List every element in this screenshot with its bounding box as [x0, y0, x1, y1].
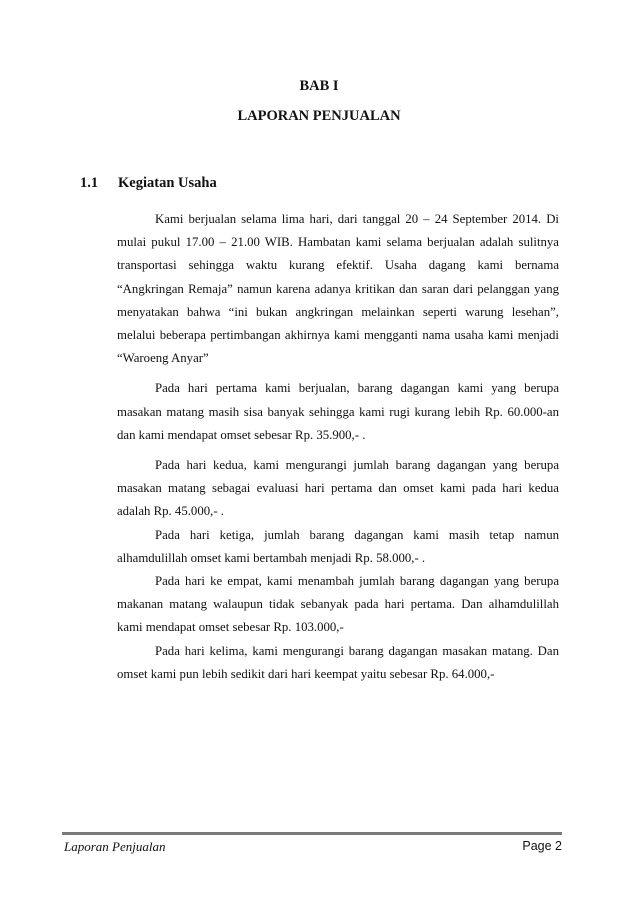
- paragraph-day-5: Pada hari kelima, kami mengurangi barang dagangan masakan matang. Dan omset kami pun lebih sedikit dari hari keempat yaitu sebesar Rp. 64.000,-: [117, 643, 559, 681]
- paragraph-day-3: Pada hari ketiga, jumlah barang dagangan kami masih tetap namun alhamdulillah omset kami bertambah menjadi Rp. 58.000,- .: [117, 527, 559, 565]
- paragraph-day-4: Pada hari ke empat, kami menambah jumlah barang dagangan yang berupa makanan matang walaupun tidak sebanyak pada hari pertama. Dan alhamdulillah kami mendapat omset sebesar Rp. 103.000,-: [117, 574, 559, 635]
- footer-document-title: Laporan Penjualan: [64, 839, 166, 854]
- section-body: [117, 208, 559, 686]
- paragraph-day-2: Pada hari kedua, kami mengurangi jumlah barang dagangan yang berupa masakan matang sebagai evaluasi hari pertama dan omset kami pada hari kedua adalah Rp. 45.000,- .: [117, 458, 559, 519]
- footer-divider: [62, 832, 562, 835]
- paragraph-intro: Kami berjualan selama lima hari, dari tanggal 20 – 24 September 2014. Di mulai pukul 17.00 – 21.00 WIB. Hambatan kami selama berjualan adalah sulitnya transportasi sehingga waktu kurang efektif. Usaha dagang kami bernama “Angkringan Remaja” namun karena adanya kritikan dan saran dari pelanggan yang menyatakan bahwa “ini bukan angkringan melainkan seperti warung lesehan”, melalui beberapa pertimbangan akhirnya kami mengganti nama usaha kami menjadi “Waroeng Anyar”: [117, 212, 559, 366]
- section-title: Kegiatan Usaha: [118, 175, 217, 191]
- section-number: 1.1: [80, 175, 99, 191]
- footer-page-number: Page 2: [522, 839, 562, 853]
- chapter-label: BAB I: [299, 78, 339, 94]
- paragraph-day-1: Pada hari pertama kami berjualan, barang dagangan kami yang berupa masakan matang masih sisa banyak sehingga kami rugi kurang lebih Rp. 60.000-an dan kami mendapat omset sebesar Rp. 35.900,- .: [117, 381, 559, 442]
- section-heading: [80, 175, 217, 192]
- chapter-title: LAPORAN PENJUALAN: [237, 108, 401, 124]
